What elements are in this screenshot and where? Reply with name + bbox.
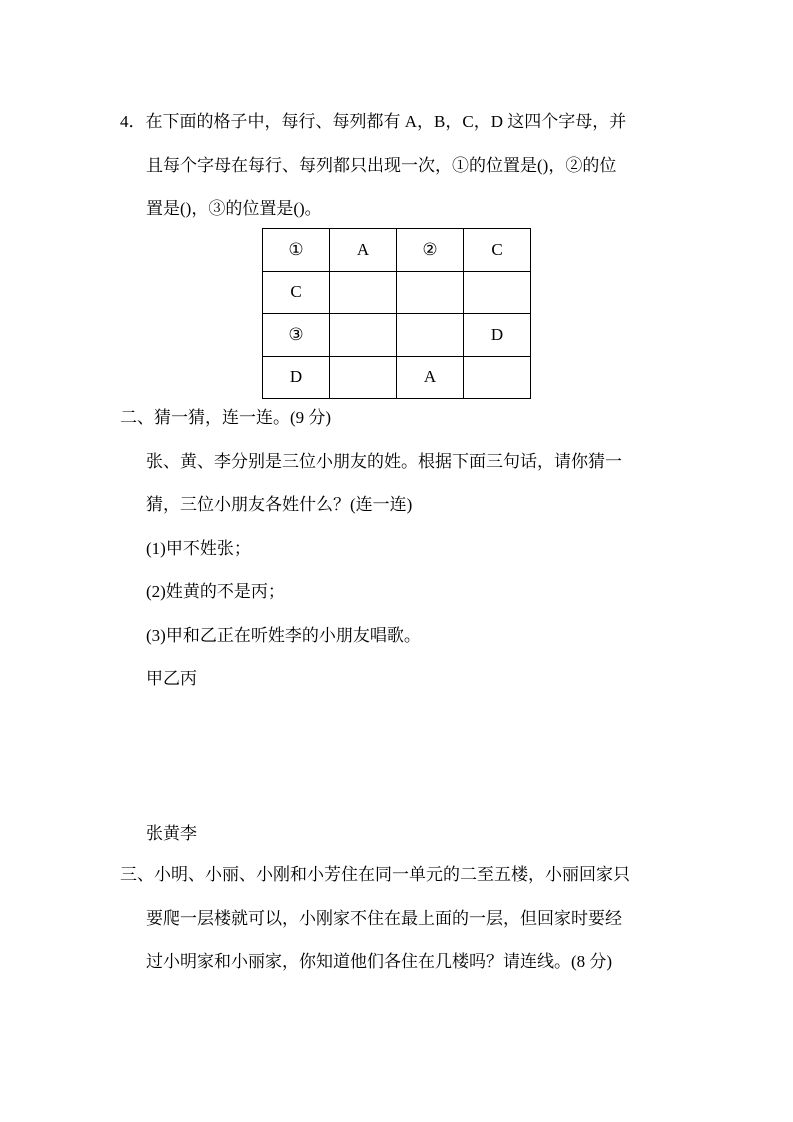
section-two-clue-2: (2)姓黄的不是丙；: [146, 582, 285, 601]
grid-cell: D: [464, 314, 531, 357]
grid-cell: [397, 271, 464, 314]
grid-cell: [464, 356, 531, 399]
section-three-line-2: 要爬一层楼就可以，小刚家不住在最上面的一层，但回家时要经: [146, 908, 622, 928]
grid-row: [263, 314, 531, 357]
match-row-bottom: 张黄李: [146, 824, 197, 843]
grid-cell: [330, 271, 397, 314]
grid-cell: C: [263, 271, 330, 314]
grid-row: [263, 271, 531, 314]
section-three-line-3: 过小明家和小丽家，你知道他们各住在几楼吗？请连线。(8 分): [146, 952, 613, 971]
section-two: [120, 396, 622, 701]
grid-cell: ③: [263, 314, 330, 357]
grid-cell: ①: [263, 229, 330, 272]
question-4-line-2: 且每个字母在每行、每列都只出现一次，①的位置是()，②的位: [146, 155, 617, 175]
grid-cell: [330, 314, 397, 357]
grid-cell: A: [330, 229, 397, 272]
question-4: [120, 100, 626, 231]
question-4-line-1: 4．在下面的格子中，每行、每列都有 A，B，C，D 这四个字母，并: [120, 112, 627, 131]
match-row-bottom-block: [146, 812, 197, 856]
section-three-line-1: 三、小明、小丽、小刚和小芳住在同一单元的二至五楼，小丽回家只: [120, 865, 630, 884]
grid-row: [263, 229, 531, 272]
section-two-intro-line-2: 猜，三位小朋友各姓什么？(连一连): [146, 495, 413, 514]
section-two-intro-line-1: 张、黄、李分别是三位小朋友的姓。根据下面三句话，请你猜一: [146, 451, 622, 471]
section-two-clue-1: (1)甲不姓张；: [146, 538, 251, 558]
grid-cell: ②: [397, 229, 464, 272]
grid-row: [263, 356, 531, 399]
section-two-clue-3: (3)甲和乙正在听姓李的小朋友唱歌。: [146, 625, 421, 645]
letter-grid-table: [262, 228, 531, 399]
grid-cell: [464, 271, 531, 314]
letter-grid: [262, 228, 531, 399]
grid-cell: C: [464, 229, 531, 272]
section-three: [120, 853, 630, 984]
grid-cell: A: [397, 356, 464, 399]
section-two-heading: 二、猜一猜，连一连。(9 分): [120, 408, 332, 427]
match-row-top: 甲乙丙: [146, 669, 197, 688]
question-4-line-3: 置是()，③的位置是()。: [146, 199, 322, 218]
grid-cell: [397, 314, 464, 357]
grid-cell: [330, 356, 397, 399]
grid-cell: D: [263, 356, 330, 399]
